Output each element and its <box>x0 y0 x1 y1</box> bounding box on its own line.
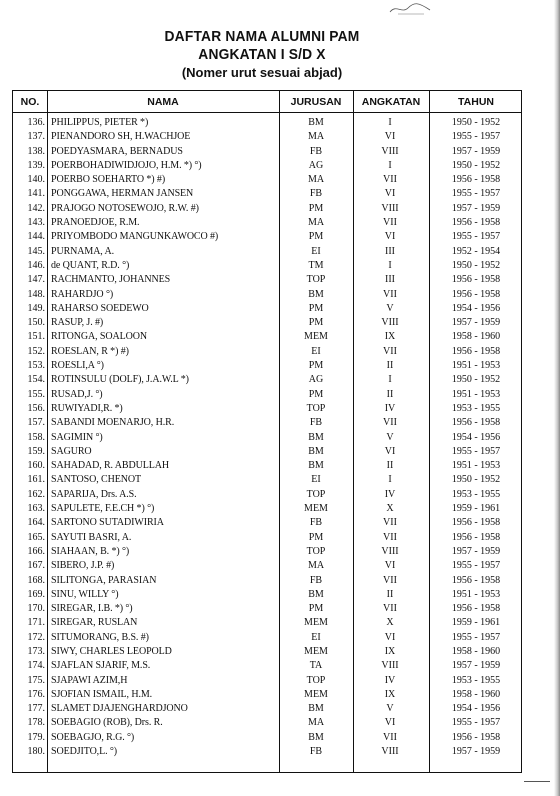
page-corner-mark <box>524 781 550 788</box>
row-number: 157. <box>27 417 45 429</box>
row-number: 168. <box>27 574 45 586</box>
angkatan-cell: I <box>388 374 392 386</box>
table-row <box>13 588 521 602</box>
alumni-name: RASUP, J. #) <box>51 317 104 329</box>
angkatan-cell: I <box>388 474 392 486</box>
jurusan-cell: TOP <box>306 274 326 286</box>
tahun-cell: 1955 - 1957 <box>451 560 501 572</box>
row-number: 170. <box>27 603 45 615</box>
tahun-cell: 1959 - 1961 <box>451 503 501 515</box>
jurusan-cell: PM <box>308 317 324 329</box>
angkatan-cell: V <box>386 703 394 715</box>
table-row <box>13 631 521 645</box>
row-number: 174. <box>27 660 45 672</box>
tahun-cell: 1950 - 1952 <box>451 159 501 171</box>
alumni-name: RAHARSO SOEDEWO <box>51 302 149 314</box>
table-row <box>13 359 521 373</box>
alumni-name: POERBOHADIWIDJOJO, H.M. *) °) <box>51 159 202 171</box>
angkatan-cell: VII <box>383 603 397 615</box>
jurusan-cell: PM <box>308 603 324 615</box>
alumni-name: SIAHAAN, B. *) °) <box>51 545 130 557</box>
jurusan-cell: TOP <box>306 402 326 414</box>
alumni-name: SOEBAGIO (ROB), Drs. R. <box>51 717 163 729</box>
jurusan-cell: AG <box>308 159 324 171</box>
jurusan-cell: TOP <box>306 545 326 557</box>
alumni-name: SAGURO <box>51 445 92 457</box>
table-row <box>13 745 521 759</box>
table-row <box>13 473 521 487</box>
jurusan-cell: MA <box>307 217 325 229</box>
alumni-name: SAPARIJA, Drs. A.S. <box>51 488 137 500</box>
angkatan-cell: II <box>386 588 394 600</box>
row-number: 169. <box>27 588 45 600</box>
document-subtitle: (Nomer urut sesuai abjad) <box>181 65 343 80</box>
jurusan-cell: TM <box>308 259 324 271</box>
alumni-name: SARTONO SUTADIWIRIA <box>51 517 164 529</box>
angkatan-cell: VIII <box>381 660 399 672</box>
alumni-name: SITUMORANG, B.S. #) <box>51 631 149 643</box>
tahun-cell: 1955 - 1957 <box>451 131 501 143</box>
row-number: 144. <box>27 231 45 243</box>
row-number: 138. <box>27 145 45 157</box>
alumni-name: PURNAMA, A. <box>51 245 115 257</box>
tahun-cell: 1950 - 1952 <box>451 117 501 128</box>
alumni-name: ROTINSULU (DOLF), J.A.W.L *) <box>51 374 189 386</box>
jurusan-cell: FB <box>309 417 323 429</box>
table-row <box>13 273 521 287</box>
row-number: 177. <box>27 703 45 715</box>
jurusan-cell: AG <box>308 374 324 386</box>
alumni-name: ROESLI,A °) <box>51 360 104 372</box>
tahun-cell: 1957 - 1959 <box>451 545 501 557</box>
jurusan-cell: PM <box>308 202 324 214</box>
angkatan-cell: VI <box>384 445 396 457</box>
jurusan-cell: MEM <box>304 645 328 657</box>
table-header-row <box>13 91 521 113</box>
jurusan-cell: FB <box>309 188 323 200</box>
row-number: 175. <box>27 674 45 686</box>
table-row <box>13 402 521 416</box>
tahun-cell: 1956 - 1958 <box>451 517 501 529</box>
angkatan-cell: IV <box>384 488 396 500</box>
angkatan-cell: V <box>386 302 394 314</box>
table-row <box>13 616 521 630</box>
alumni-name: RUSAD,J. °) <box>51 388 103 400</box>
jurusan-cell: FB <box>309 517 323 529</box>
tahun-cell: 1956 - 1958 <box>451 731 501 743</box>
tahun-cell: 1956 - 1958 <box>451 345 501 357</box>
alumni-table <box>12 90 522 773</box>
row-number: 152. <box>27 345 45 357</box>
alumni-name: SANTOSO, CHENOT <box>51 474 141 486</box>
table-row <box>13 602 521 616</box>
angkatan-cell: VIII <box>381 317 399 329</box>
tahun-cell: 1956 - 1958 <box>451 217 501 229</box>
jurusan-cell: BM <box>308 117 324 128</box>
angkatan-cell: VII <box>383 574 397 586</box>
row-number: 154. <box>27 374 45 386</box>
tahun-cell: 1956 - 1958 <box>451 288 501 300</box>
tahun-cell: 1951 - 1953 <box>451 588 501 600</box>
table-row <box>13 688 521 702</box>
table-row <box>13 502 521 516</box>
table-body <box>13 116 521 759</box>
document-header <box>0 28 524 81</box>
tahun-cell: 1953 - 1955 <box>451 488 501 500</box>
alumni-name: SILITONGA, PARASIAN <box>51 574 157 586</box>
table-row <box>13 373 521 387</box>
row-number: 160. <box>27 460 45 472</box>
row-number: 149. <box>27 302 45 314</box>
jurusan-cell: EI <box>311 345 321 357</box>
alumni-name: PHILIPPUS, PIETER *) <box>51 117 149 128</box>
tahun-cell: 1957 - 1959 <box>451 746 501 758</box>
tahun-cell: 1956 - 1958 <box>451 274 501 286</box>
table-row <box>13 702 521 716</box>
document-title: DAFTAR NAMA ALUMNI PAM <box>164 28 360 45</box>
row-number: 163. <box>27 503 45 515</box>
jurusan-cell: BM <box>308 731 324 743</box>
angkatan-cell: IV <box>384 402 396 414</box>
angkatan-cell: V <box>386 431 394 443</box>
jurusan-cell: MA <box>307 131 325 143</box>
table-row <box>13 116 521 130</box>
table-row <box>13 173 521 187</box>
row-number: 139. <box>27 159 45 171</box>
row-number: 156. <box>27 402 45 414</box>
jurusan-cell: PM <box>308 360 324 372</box>
alumni-name: PRANOEDJOE, R.M. <box>51 217 140 229</box>
row-number: 180. <box>27 746 45 758</box>
alumni-name: SINU, WILLY °) <box>51 588 119 600</box>
angkatan-cell: VII <box>383 731 397 743</box>
tahun-cell: 1951 - 1953 <box>451 360 501 372</box>
tahun-cell: 1951 - 1953 <box>451 460 501 472</box>
jurusan-cell: FB <box>309 145 323 157</box>
table-row <box>13 659 521 673</box>
jurusan-cell: PM <box>308 531 324 543</box>
alumni-name: PONGGAWA, HERMAN JANSEN <box>51 188 194 200</box>
alumni-name: SIBERO, J.P. #) <box>51 560 115 572</box>
alumni-name: PRIYOMBODO MANGUNKAWOCO #) <box>51 231 219 243</box>
alumni-name: SOEDJITO,L. °) <box>51 746 118 758</box>
jurusan-cell: MA <box>307 560 325 572</box>
jurusan-cell: BM <box>308 431 324 443</box>
angkatan-cell: VI <box>384 717 396 729</box>
tahun-cell: 1950 - 1952 <box>451 259 501 271</box>
table-row <box>13 431 521 445</box>
jurusan-cell: PM <box>308 302 324 314</box>
pen-scribble-mark <box>388 0 432 16</box>
alumni-name: PRAJOGO NOTOSEWOJO, R.W. #) <box>51 202 199 214</box>
tahun-cell: 1955 - 1957 <box>451 231 501 243</box>
angkatan-cell: VIII <box>381 545 399 557</box>
alumni-name: de QUANT, R.D. °) <box>51 259 130 271</box>
tahun-cell: 1956 - 1958 <box>451 531 501 543</box>
row-number: 153. <box>27 360 45 372</box>
row-number: 179. <box>27 731 45 743</box>
table-row <box>13 516 521 530</box>
jurusan-cell: BM <box>308 703 324 715</box>
column-header-nama: NAMA <box>147 96 179 108</box>
alumni-name: PIENANDORO SH, H.WACHJOE <box>51 131 191 143</box>
row-number: 164. <box>27 517 45 529</box>
angkatan-cell: X <box>386 617 394 629</box>
jurusan-cell: TOP <box>306 674 326 686</box>
tahun-cell: 1950 - 1952 <box>451 474 501 486</box>
tahun-cell: 1955 - 1957 <box>451 631 501 643</box>
table-row <box>13 388 521 402</box>
alumni-name: SIWY, CHARLES LEOPOLD <box>51 645 172 657</box>
jurusan-cell: MEM <box>304 688 328 700</box>
row-number: 172. <box>27 631 45 643</box>
angkatan-cell: IV <box>384 674 396 686</box>
alumni-name: SJAPAWI AZIM,H <box>51 674 128 686</box>
tahun-cell: 1955 - 1957 <box>451 188 501 200</box>
jurusan-cell: TOP <box>306 488 326 500</box>
table-row <box>13 159 521 173</box>
alumni-name: ROESLAN, R *) #) <box>51 345 129 357</box>
table-row <box>13 187 521 201</box>
row-number: 159. <box>27 445 45 457</box>
alumni-name: POEDYASMARA, BERNADUS <box>51 145 183 157</box>
row-number: 167. <box>27 560 45 572</box>
jurusan-cell: MA <box>307 174 325 186</box>
table-row <box>13 445 521 459</box>
table-row <box>13 230 521 244</box>
angkatan-cell: VI <box>384 560 396 572</box>
angkatan-cell: III <box>385 245 395 257</box>
tahun-cell: 1955 - 1957 <box>451 717 501 729</box>
page-edge-shadow <box>554 0 560 796</box>
column-header-angkatan: ANGKATAN <box>361 96 421 108</box>
table-row <box>13 130 521 144</box>
alumni-name: POERBO SOEHARTO *) #) <box>51 174 166 186</box>
angkatan-cell: VII <box>383 217 397 229</box>
alumni-name: RUWIYADI,R. *) <box>51 402 123 414</box>
table-row <box>13 559 521 573</box>
jurusan-cell: MEM <box>304 503 328 515</box>
tahun-cell: 1956 - 1958 <box>451 574 501 586</box>
tahun-cell: 1958 - 1960 <box>451 331 501 343</box>
row-number: 150. <box>27 317 45 329</box>
table-row <box>13 731 521 745</box>
row-number: 165. <box>27 531 45 543</box>
angkatan-cell: X <box>386 503 394 515</box>
column-header-no: NO. <box>20 96 40 108</box>
alumni-name: SJOFIAN ISMAIL, H.M. <box>51 688 153 700</box>
table-row <box>13 330 521 344</box>
angkatan-cell: VIII <box>381 145 399 157</box>
table-row <box>13 545 521 559</box>
jurusan-cell: MEM <box>304 331 328 343</box>
tahun-cell: 1957 - 1959 <box>451 317 501 329</box>
row-number: 176. <box>27 688 45 700</box>
jurusan-cell: MEM <box>304 617 328 629</box>
angkatan-cell: I <box>388 117 392 128</box>
row-number: 173. <box>27 645 45 657</box>
table-row <box>13 145 521 159</box>
jurusan-cell: FB <box>309 746 323 758</box>
jurusan-cell: PM <box>308 388 324 400</box>
jurusan-cell: EI <box>311 631 321 643</box>
alumni-name: SAGIMIN °) <box>51 431 103 443</box>
column-header-tahun: TAHUN <box>458 96 494 108</box>
table-row <box>13 716 521 730</box>
table-row <box>13 488 521 502</box>
row-number: 162. <box>27 488 45 500</box>
tahun-cell: 1958 - 1960 <box>451 688 501 700</box>
tahun-cell: 1954 - 1956 <box>451 703 501 715</box>
tahun-cell: 1956 - 1958 <box>451 174 501 186</box>
angkatan-cell: IX <box>384 688 396 700</box>
angkatan-cell: VIII <box>381 746 399 758</box>
table-row <box>13 645 521 659</box>
alumni-name: SAPULETE, F.E.CH *) °) <box>51 503 155 515</box>
angkatan-cell: VII <box>383 517 397 529</box>
table-row <box>13 316 521 330</box>
tahun-cell: 1950 - 1952 <box>451 374 501 386</box>
jurusan-cell: BM <box>308 288 324 300</box>
jurusan-cell: EI <box>311 474 321 486</box>
jurusan-cell: BM <box>308 588 324 600</box>
angkatan-cell: VI <box>384 131 396 143</box>
angkatan-cell: VI <box>384 231 396 243</box>
alumni-name: RITONGA, SOALOON <box>51 331 147 343</box>
jurusan-cell: BM <box>308 445 324 457</box>
column-header-jurusan: JURUSAN <box>290 96 342 108</box>
jurusan-cell: TA <box>309 660 323 672</box>
alumni-name: SJAFLAN SJARIF, M.S. <box>51 660 151 672</box>
jurusan-cell: MA <box>307 717 325 729</box>
row-number: 147. <box>27 274 45 286</box>
jurusan-cell: EI <box>311 245 321 257</box>
angkatan-cell: VI <box>384 188 396 200</box>
angkatan-cell: VII <box>383 174 397 186</box>
angkatan-cell: VIII <box>381 202 399 214</box>
alumni-name: SIREGAR, RUSLAN <box>51 617 138 629</box>
table-row <box>13 674 521 688</box>
jurusan-cell: PM <box>308 231 324 243</box>
row-number: 148. <box>27 288 45 300</box>
angkatan-cell: VII <box>383 345 397 357</box>
alumni-name: RACHMANTO, JOHANNES <box>51 274 171 286</box>
tahun-cell: 1953 - 1955 <box>451 674 501 686</box>
angkatan-cell: II <box>386 388 394 400</box>
table-row <box>13 202 521 216</box>
tahun-cell: 1954 - 1956 <box>451 302 501 314</box>
alumni-name: SAHADAD, R. ABDULLAH <box>51 460 170 472</box>
tahun-cell: 1958 - 1960 <box>451 645 501 657</box>
row-number: 161. <box>27 474 45 486</box>
table-row <box>13 245 521 259</box>
table-row <box>13 288 521 302</box>
alumni-name: RAHARDJO °) <box>51 288 114 300</box>
row-number: 158. <box>27 431 45 443</box>
tahun-cell: 1957 - 1959 <box>451 202 501 214</box>
table-row <box>13 531 521 545</box>
table-row <box>13 259 521 273</box>
row-number: 155. <box>27 388 45 400</box>
angkatan-cell: IX <box>384 645 396 657</box>
row-number: 145. <box>27 245 45 257</box>
angkatan-cell: I <box>388 259 392 271</box>
angkatan-cell: I <box>388 159 392 171</box>
alumni-name: SLAMET DJAJENGHARDJONO <box>51 703 188 715</box>
alumni-name: SAYUTI BASRI, A. <box>51 531 132 543</box>
row-number: 166. <box>27 545 45 557</box>
tahun-cell: 1952 - 1954 <box>451 245 501 257</box>
angkatan-cell: IX <box>384 331 396 343</box>
angkatan-cell: VII <box>383 417 397 429</box>
tahun-cell: 1957 - 1959 <box>451 660 501 672</box>
document-title-angkatan: ANGKATAN I S/D X <box>198 46 326 63</box>
table-row <box>13 416 521 430</box>
row-number: 146. <box>27 259 45 271</box>
tahun-cell: 1953 - 1955 <box>451 402 501 414</box>
row-number: 171. <box>27 617 45 629</box>
angkatan-cell: II <box>386 460 394 472</box>
tahun-cell: 1951 - 1953 <box>451 388 501 400</box>
tahun-cell: 1956 - 1958 <box>451 417 501 429</box>
row-number: 142. <box>27 202 45 214</box>
row-number: 151. <box>27 331 45 343</box>
row-number: 141. <box>27 188 45 200</box>
alumni-name: SABANDI MOENARJO, H.R. <box>51 417 175 429</box>
row-number: 140. <box>27 174 45 186</box>
table-row <box>13 302 521 316</box>
jurusan-cell: BM <box>308 460 324 472</box>
row-number: 137. <box>27 131 45 143</box>
row-number: 143. <box>27 217 45 229</box>
alumni-name: SIREGAR, I.B. *) °) <box>51 603 133 615</box>
row-number: 136. <box>27 117 45 128</box>
tahun-cell: 1957 - 1959 <box>451 145 501 157</box>
angkatan-cell: VII <box>383 531 397 543</box>
angkatan-cell: VII <box>383 288 397 300</box>
table-row <box>13 345 521 359</box>
alumni-name: SOEBAGJO, R.G. °) <box>51 731 135 743</box>
table-row <box>13 574 521 588</box>
tahun-cell: 1954 - 1956 <box>451 431 501 443</box>
jurusan-cell: FB <box>309 574 323 586</box>
table-row <box>13 216 521 230</box>
table-row <box>13 459 521 473</box>
tahun-cell: 1956 - 1958 <box>451 603 501 615</box>
tahun-cell: 1955 - 1957 <box>451 445 501 457</box>
angkatan-cell: III <box>385 274 395 286</box>
tahun-cell: 1959 - 1961 <box>451 617 501 629</box>
angkatan-cell: VI <box>384 631 396 643</box>
angkatan-cell: II <box>386 360 394 372</box>
row-number: 178. <box>27 717 45 729</box>
